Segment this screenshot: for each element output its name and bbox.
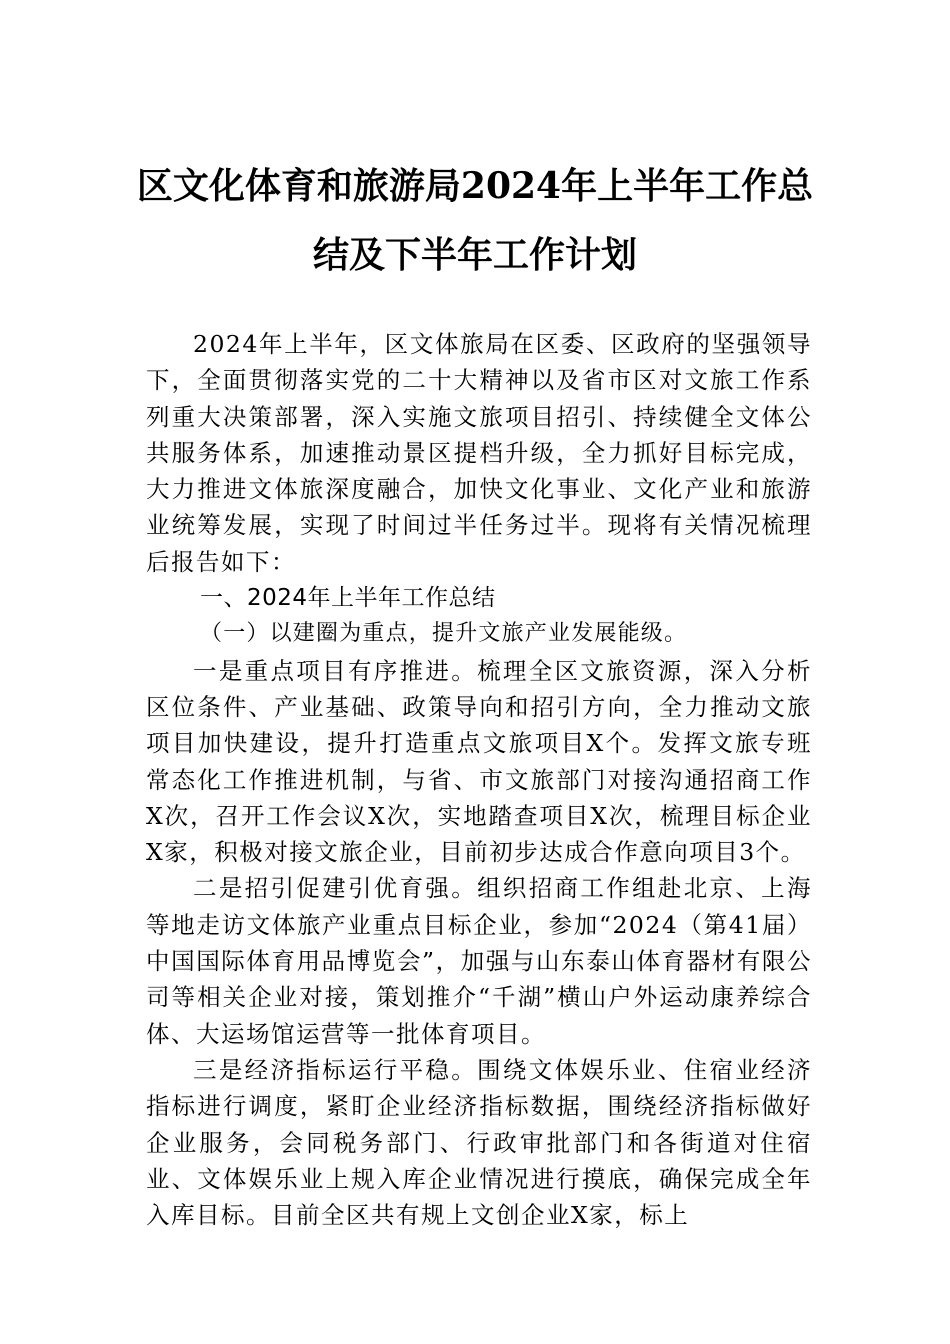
subsection-heading-1: （一）以建圈为重点，提升文旅产业发展能级。 bbox=[200, 621, 688, 647]
body-paragraph-2: 二是招引促建引优育强。组织招商工作组赴北京、上海等地走访文体旅产业重点目标企业，参加“2024（第41届）中国国际体育用品博览会”，加强与山东泰山体育器材有限公司等相关企业对接，策划推介“千湖”横山户外运动康养综合体、大运场馆运营等一批体育项目。 bbox=[146, 874, 812, 1048]
body-paragraph-1: 一是重点项目有序推进。梳理全区文旅资源，深入分析区位条件、产业基础、政策导向和招引方向，全力推动文旅项目加快建设，提升打造重点文旅项目X个。发挥文旅专班常态化工作推进机制，与省、市文旅部门对接沟通招商工作X次，召开工作会议X次，实地踏查项目X次，梳理目标企业X家，积极对接文旅企业，目前初步达成合作意向项目3个。 bbox=[146, 656, 812, 867]
document-title-line-2: 结及下半年工作计划 bbox=[312, 234, 637, 276]
body-paragraph-3: 三是经济指标运行平稳。围绕文体娱乐业、住宿业经济指标进行调度，紧盯企业经济指标数据，围绕经济指标做好企业服务，会同税务部门、行政审批部门和各街道对住宿业、文体娱乐业上规入库企业情况进行摸底，确保完成全年入库目标。目前全区共有规上文创企业X家，标上 bbox=[146, 1055, 812, 1230]
section-heading-1: 一、2024年上半年工作总结 bbox=[200, 585, 496, 612]
document-body bbox=[146, 326, 812, 1233]
intro-paragraph: 2024年上半年，区文体旅局在区委、区政府的坚强领导下，全面贯彻落实党的二十大精神以及省市区对文旅工作系列重大决策部署，深入实施文旅项目招引、持续健全文体公共服务体系，加速推动景区提档升级，全力抓好目标完成，大力推进文体旅深度融合，加快文化事业、文化产业和旅游业统筹发展，实现了时间过半任务过半。现将有关情况梳理后报告如下： bbox=[146, 330, 812, 576]
document-title-line-1: 区文化体育和旅游局2024年上半年工作总 bbox=[136, 165, 814, 207]
